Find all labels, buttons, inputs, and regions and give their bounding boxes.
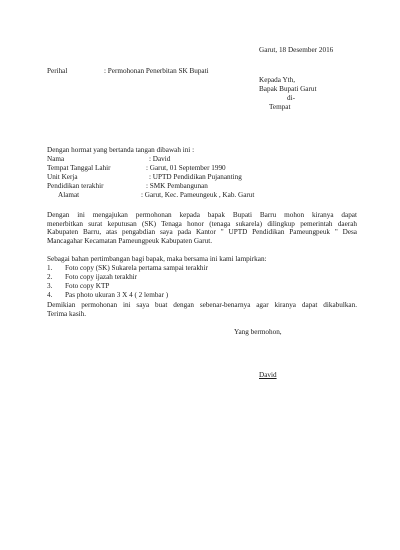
attachment-item: Foto copy ijazah terakhir: [65, 273, 138, 281]
signature-name: David: [259, 371, 277, 379]
subject-value: : Permohonan Penerbitan SK Bupati: [104, 67, 209, 75]
body-paragraph: [47, 211, 357, 245]
identity-value-name: : David: [149, 155, 171, 163]
regards: Yang bermohon,: [234, 328, 282, 336]
attachment-item: Foto copy (SK) Sukarela pertama sampai terakhir: [65, 264, 208, 272]
recipient-line-2: Bapak Bupati Garut: [259, 85, 317, 93]
attachment-number: 4.: [47, 291, 53, 299]
attachment-number: 3.: [47, 282, 53, 290]
attachment-item: Foto copy KTP: [65, 282, 110, 290]
body-line: Mancagahar Kecamatan Pameungpeuk Kabupaten Garut.: [47, 236, 213, 245]
attachment-number: 2.: [47, 273, 53, 281]
recipient-line-4: Tempat: [269, 103, 291, 111]
body-line: menerbitkan surat keputusan (SK) Tenaga honor (tenaga sukarela) dilingkup pemerintah daerah: [47, 219, 357, 228]
identity-value-address: : Garut, Kec. Pameungeuk , Kab. Garut: [141, 191, 255, 199]
body-line: Kabupaten Barru, atas pengabdian saya pada Kantor " UPTD Pendidikan Pameungpeuk " Desa: [47, 228, 357, 237]
subject-label: Perihal: [47, 67, 68, 75]
recipient-line-3: di-: [287, 94, 295, 102]
attachments-intro: Sebagai bahan pertimbangan bagi bapak, maka bersama ini kami lampirkan:: [47, 255, 267, 263]
identity-value-education: : SMK Pembangunan: [146, 182, 208, 190]
identity-label-name: Nama: [47, 155, 65, 163]
body-line: Dengan ini mengajukan permohonan kepada bapak Bupati Barru mohon kiranya dapat: [47, 211, 357, 219]
recipient-line-1: Kepada Yth,: [259, 76, 296, 84]
closing-line: Demikian permohonan ini saya buat dengan sebenar-benarnya agar kiranya dapat dikabulkan.: [47, 301, 357, 309]
identity-label-address: Alamat: [58, 191, 80, 199]
identity-value-unit: : UPTD Pendidikan Pujananting: [149, 173, 242, 181]
closing-paragraph: [47, 301, 357, 318]
identity-value-birth: : Garut, 01 September 1990: [146, 164, 226, 172]
identity-label-unit: Unit Kerja: [47, 173, 78, 181]
attachment-number: 1.: [47, 264, 53, 272]
date-line: Garut, 18 Desember 2016: [259, 46, 334, 54]
attachment-item: Pas photo ukuran 3 X 4 ( 2 lembar ): [65, 291, 169, 299]
opening-line: Dengan hormat yang bertanda tangan dibawah ini :: [47, 146, 195, 154]
identity-label-birth: Tempat Tanggal Lahir: [47, 164, 111, 172]
identity-label-education: Pendidikan terakhir: [47, 182, 104, 190]
closing-line: Terima kasih.: [47, 309, 87, 318]
